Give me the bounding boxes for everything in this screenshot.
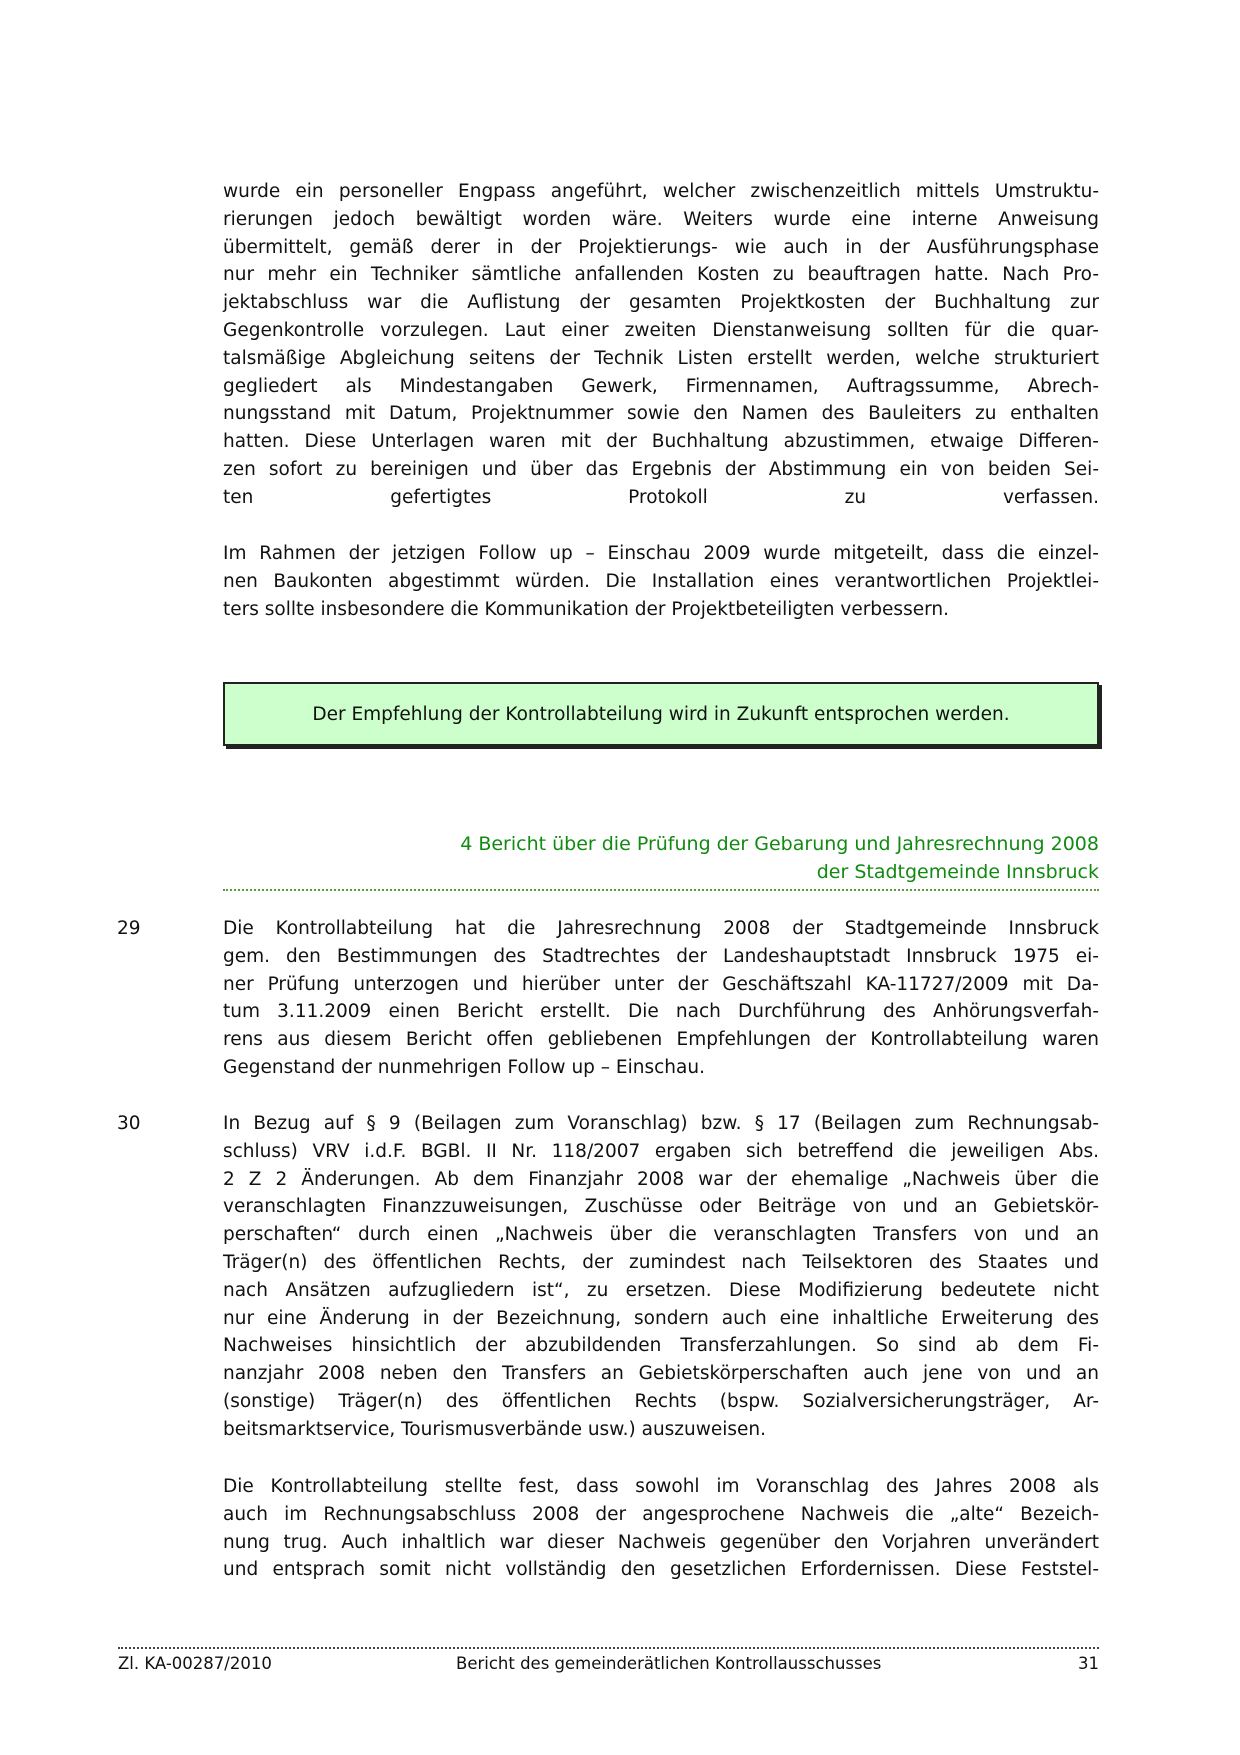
text-line: Die Kontrollabteilung stellte fest, dass sowohl im Voranschlag des Jahres 2008 als [223,1476,1099,1497]
text-line: beitsmarktservice, Tourismusverbände usw.) auszuweisen. [223,1418,767,1440]
text-line: hatten. Diese Unterlagen waren mit der Buchhaltung abzustimmen, etwaige Differen- [223,431,1099,453]
section-heading-line-2: der Stadtgemeinde Innsbruck [816,861,1099,883]
text-line: In Bezug auf § 9 (Beilagen zum Voranschlag) bzw. § 17 (Beilagen zum Rechnungsab- [223,1113,1099,1134]
text-line: Träger(n) des öffentlichen Rechts, der zumindest nach Teilsektoren des Staates und [223,1251,1099,1273]
text-line: Im Rahmen der jetzigen Follow up – Einschau 2009 wurde mitgeteilt, dass die einzel- [223,543,1099,564]
text-line: wurde ein personeller Engpass angeführt, welcher zwischenzeitlich mittels Umstruktu- [223,181,1099,202]
text-line: nur mehr ein Techniker sämtliche anfallenden Kosten zu beauftragen hatte. Nach Pro- [223,264,1099,286]
recommendation-text: Der Empfehlung der Kontrollabteilung wird in Zukunft entsprochen werden. [312,703,1010,725]
paragraph-31 [223,1473,1099,1584]
text-line: zen sofort zu bereinigen und über das Ergebnis der Abstimmung ein von beiden Sei- [223,458,1099,480]
text-line: und entsprach somit nicht vollständig den gesetzlichen Erfordernissen. Diese Feststel- [223,1559,1099,1581]
text-line: rens aus diesem Bericht offen gebliebenen Empfehlungen der Kontrollabteilung waren [223,1029,1099,1051]
heading-divider [223,889,1099,891]
section-heading [223,830,1099,886]
paragraph-number-29: 29 [117,918,141,939]
text-line: jektabschluss war die Auflistung der gesamten Projektkosten der Buchhaltung zur [223,292,1099,314]
text-line: gem. den Bestimmungen des Stadtrechtes der Landeshauptstadt Innsbruck 1975 ei- [223,945,1099,967]
text-line: Gegenkontrolle vorzulegen. Laut einer zweiten Dienstanweisung sollten für die quar- [223,319,1099,341]
text-line: 2 Z 2 Änderungen. Ab dem Finanzjahr 2008 war der ehemalige „Nachweis über die [223,1168,1099,1190]
section-heading-line-1: 4 Bericht über die Prüfung der Gebarung und Jahresrechnung 2008 [460,833,1099,855]
paragraph-number-30: 30 [117,1113,141,1134]
text-line: ten gefertigtes Protokoll zu verfassen. [223,486,1099,508]
text-line: gegliedert als Mindestangaben Gewerk, Firmennamen, Auftragssumme, Abrech- [223,375,1099,397]
recommendation-box [223,682,1099,746]
text-line: ner Prüfung unterzogen und hierüber unter der Geschäftszahl KA-11727/2009 mit Da- [223,973,1099,995]
text-line: nanzjahr 2008 neben den Transfers an Gebietskörperschaften auch jene von und an [223,1363,1099,1385]
text-line: Nachweises hinsichtlich der abzubildenden Transferzahlungen. So sind ab dem Fi- [223,1335,1099,1357]
text-line: rierungen jedoch bewältigt worden wäre. Weiters wurde eine interne Anweisung [223,208,1099,230]
text-line: nen Baukonten abgestimmt würden. Die Installation eines verantwortlichen Projektlei- [223,570,1099,592]
text-line: nung trug. Auch inhaltlich war dieser Nachweis gegenüber den Vorjahren unverändert [223,1531,1099,1553]
text-line: nur eine Änderung in der Bezeichnung, sondern auch eine inhaltliche Erweiterung des [223,1307,1099,1329]
paragraph-2 [223,540,1099,623]
footer-divider [118,1647,1099,1649]
text-line: talsmäßige Abgleichung seitens der Technik Listen erstellt werden, welche strukturiert [223,347,1099,369]
text-line: Die Kontrollabteilung hat die Jahresrechnung 2008 der Stadtgemeinde Innsbruck [223,918,1099,939]
text-line: ters sollte insbesondere die Kommunikation der Projektbeteiligten verbessern. [223,598,949,620]
text-line: tum 3.11.2009 einen Bericht erstellt. Die nach Durchführung des Anhörungsverfah- [223,1001,1099,1023]
text-line: nach Ansätzen aufzugliedern ist“, zu ersetzen. Diese Modifizierung bedeutete nicht [223,1279,1099,1301]
text-line: (sonstige) Träger(n) des öffentlichen Rechts (bspw. Sozialversicherungsträger, Ar- [223,1390,1099,1412]
paragraph-1 [223,178,1099,512]
footer-title: Bericht des gemeinderätlichen Kontrollausschusses [456,1654,882,1673]
text-line: auch im Rechnungsabschluss 2008 der angesprochene Nachweis die „alte“ Bezeich- [223,1503,1099,1525]
page-number: 31 [1078,1654,1099,1673]
paragraph-30 [223,1110,1099,1444]
paragraph-29 [223,915,1099,1082]
text-line: nungsstand mit Datum, Projektnummer sowie den Namen des Bauleiters zu enthalten [223,403,1099,425]
footer-reference: Zl. KA-00287/2010 [118,1654,272,1673]
text-line: Gegenstand der nunmehrigen Follow up – Einschau. [223,1056,705,1078]
text-line: schluss) VRV i.d.F. BGBl. II Nr. 118/2007 ergaben sich betreffend die jeweiligen Abs. [223,1140,1099,1162]
text-line: veranschlagten Finanzzuweisungen, Zuschüsse oder Beiträge von und an Gebietskör- [223,1196,1099,1218]
text-line: übermittelt, gemäß derer in der Projektierungs- wie auch in der Ausführungsphase [223,236,1099,258]
text-line: perschaften“ durch einen „Nachweis über die veranschlagten Transfers von und an [223,1224,1099,1246]
